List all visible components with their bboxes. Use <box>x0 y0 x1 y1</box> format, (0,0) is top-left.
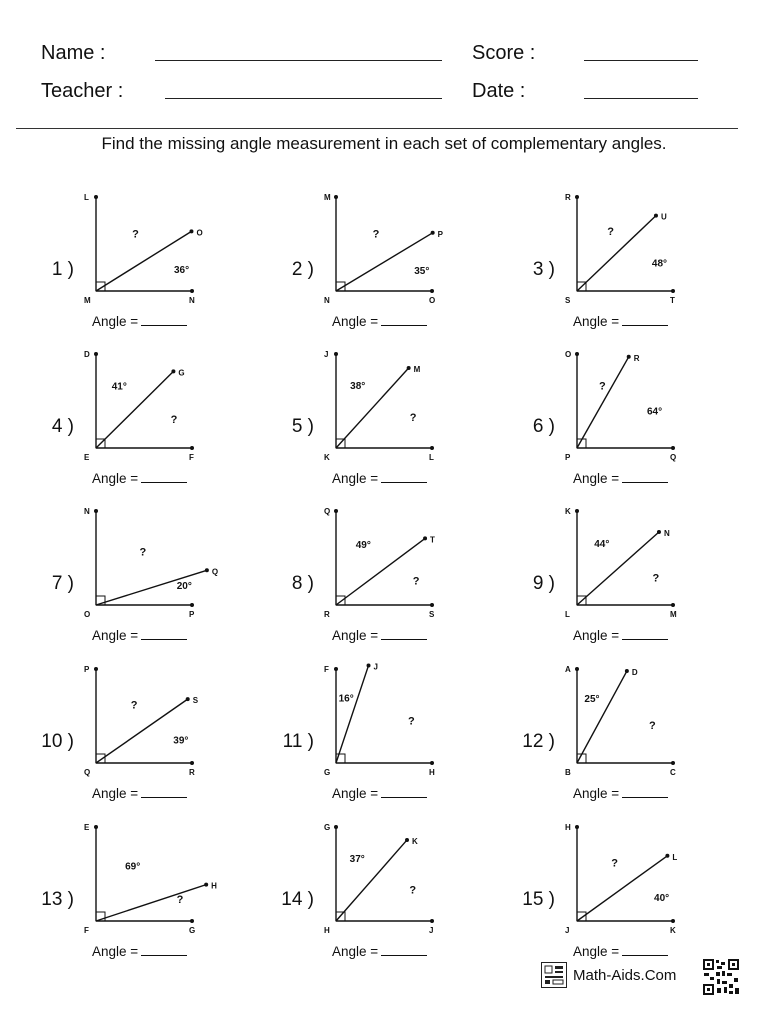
point-label: R <box>189 768 195 777</box>
point-label: Q <box>324 507 331 516</box>
point-label: P <box>565 453 571 462</box>
endpoint <box>665 854 669 858</box>
point-label: S <box>565 296 571 305</box>
point-label: G <box>324 768 331 777</box>
answer-blank[interactable] <box>622 627 668 640</box>
point-label: A <box>565 665 571 674</box>
problem-number: 14 ) <box>281 889 314 910</box>
point-label: G <box>189 926 196 935</box>
angle-ray <box>336 665 369 763</box>
date-field[interactable] <box>584 98 698 99</box>
endpoint <box>190 919 194 923</box>
endpoint <box>671 289 675 293</box>
unknown-angle: ? <box>132 228 139 241</box>
angle-figure <box>481 813 721 943</box>
angle-figure <box>0 655 240 785</box>
answer-row <box>92 943 187 959</box>
angle-ray <box>577 357 629 448</box>
problem-number: 7 ) <box>51 573 74 594</box>
point-label: O <box>565 350 572 359</box>
point-label: D <box>84 350 90 359</box>
point-label: Q <box>84 768 91 777</box>
answer-blank[interactable] <box>381 943 427 956</box>
math-aids-logo-icon <box>541 962 567 988</box>
angle-ray <box>336 233 433 291</box>
footer-brand <box>541 962 676 988</box>
answer-blank[interactable] <box>141 313 187 326</box>
answer-row <box>573 627 668 643</box>
point-label: T <box>430 535 435 545</box>
endpoint <box>431 231 435 235</box>
point-label: H <box>565 823 571 832</box>
unknown-angle: ? <box>176 894 184 906</box>
given-angle: 16° <box>338 693 354 705</box>
endpoint <box>190 446 194 450</box>
angle-ray <box>336 840 407 921</box>
endpoint <box>405 838 409 842</box>
angle-figure <box>481 655 721 785</box>
angle-ray <box>577 856 670 921</box>
given-angle: 35° <box>414 265 430 277</box>
answer-row <box>332 943 427 959</box>
endpoint <box>94 352 98 356</box>
endpoint <box>430 289 434 293</box>
point-label: E <box>84 453 90 462</box>
instructions: Find the missing angle measurement in each set of complementary angles. <box>101 134 667 153</box>
unknown-angle: ? <box>409 884 417 897</box>
problem-number: 11 ) <box>282 731 314 752</box>
name-field[interactable] <box>155 60 442 61</box>
point-label: N <box>324 296 330 305</box>
endpoint <box>94 667 98 671</box>
point-label: J <box>324 350 329 359</box>
answer-label: Angle = <box>332 314 379 329</box>
answer-label: Angle = <box>332 944 379 959</box>
angle-figure <box>240 497 480 627</box>
point-label: K <box>565 507 571 516</box>
angle-ray <box>96 885 206 921</box>
problem-number: 3 ) <box>532 259 555 280</box>
point-label: Q <box>211 567 219 577</box>
point-label: H <box>324 926 330 935</box>
point-label: N <box>663 529 670 539</box>
angle-figure <box>240 183 480 313</box>
problem-8 <box>240 497 480 647</box>
problem-14 <box>240 813 480 963</box>
problem-11 <box>240 655 480 805</box>
endpoint <box>334 352 338 356</box>
unknown-angle: ? <box>611 857 618 870</box>
answer-label: Angle = <box>92 314 139 329</box>
angle-figure <box>481 340 721 470</box>
endpoint <box>671 446 675 450</box>
answer-label: Angle = <box>573 628 620 643</box>
point-label: K <box>324 453 330 462</box>
problem-number: 8 ) <box>291 573 314 594</box>
answer-label: Angle = <box>573 471 620 486</box>
unknown-angle: ? <box>170 413 178 426</box>
problem-number: 4 ) <box>51 416 74 437</box>
angle-ray <box>577 671 627 763</box>
endpoint <box>575 667 579 671</box>
teacher-label: Teacher : <box>41 80 124 102</box>
answer-row <box>332 313 427 329</box>
answer-blank[interactable] <box>141 627 187 640</box>
point-label: F <box>84 926 89 935</box>
endpoint <box>625 669 629 673</box>
unknown-angle: ? <box>607 225 614 238</box>
endpoint <box>654 214 658 218</box>
endpoint <box>334 509 338 513</box>
given-angle: 64° <box>647 406 663 418</box>
unknown-angle: ? <box>412 575 420 588</box>
point-label: O <box>429 296 436 305</box>
angle-figure <box>0 813 240 943</box>
problem-number: 1 ) <box>51 259 74 280</box>
problem-number: 9 ) <box>532 573 555 594</box>
answer-row <box>92 785 187 801</box>
point-label: B <box>565 768 571 777</box>
angle-figure <box>240 655 480 785</box>
point-label: G <box>324 823 331 832</box>
answer-row <box>92 470 187 486</box>
given-angle: 48° <box>651 258 668 270</box>
answer-blank[interactable] <box>141 470 187 483</box>
endpoint <box>367 663 371 667</box>
given-angle: 38° <box>350 381 366 393</box>
unknown-angle: ? <box>372 228 380 241</box>
unknown-angle: ? <box>652 572 660 585</box>
point-label: F <box>189 453 194 462</box>
score-field[interactable] <box>584 60 698 61</box>
answer-blank[interactable] <box>141 785 187 798</box>
point-label: E <box>84 823 90 832</box>
angle-figure <box>0 183 240 313</box>
problem-2 <box>240 183 480 333</box>
angle-ray <box>96 231 191 291</box>
answer-row <box>332 785 427 801</box>
point-label: L <box>565 610 570 619</box>
problem-number: 2 ) <box>291 259 314 280</box>
angle-ray <box>336 368 409 448</box>
endpoint <box>94 825 98 829</box>
given-angle: 25° <box>584 694 600 706</box>
point-label: N <box>189 296 195 305</box>
answer-row <box>332 627 427 643</box>
answer-blank[interactable] <box>381 627 427 640</box>
answer-row <box>92 313 187 329</box>
endpoint <box>171 369 175 373</box>
endpoint <box>423 536 427 540</box>
answer-blank[interactable] <box>622 470 668 483</box>
unknown-angle: ? <box>408 715 415 728</box>
point-label: M <box>670 610 677 619</box>
given-angle: 37° <box>349 853 365 865</box>
given-angle: 69° <box>125 861 141 873</box>
point-label: G <box>178 368 185 378</box>
answer-blank[interactable] <box>622 785 668 798</box>
site-name: Math-Aids.Com <box>573 966 677 984</box>
endpoint <box>657 530 661 534</box>
endpoint <box>627 355 631 359</box>
unknown-angle: ? <box>649 720 656 733</box>
endpoint <box>334 195 338 199</box>
point-label: K <box>412 836 418 846</box>
point-label: M <box>324 193 331 202</box>
problem-12 <box>481 655 721 805</box>
problem-number: 12 ) <box>522 731 555 752</box>
endpoint <box>430 446 434 450</box>
qr-code-icon <box>702 958 740 996</box>
answer-label: Angle = <box>332 786 379 801</box>
given-angle: 36° <box>173 265 190 277</box>
point-label: L <box>672 852 678 862</box>
answer-label: Angle = <box>92 786 139 801</box>
point-label: R <box>633 353 640 363</box>
point-label: P <box>189 610 195 619</box>
unknown-angle: ? <box>598 380 606 393</box>
unknown-angle: ? <box>409 412 417 425</box>
endpoint <box>205 568 209 572</box>
point-label: J <box>429 926 434 935</box>
unknown-angle: ? <box>139 546 147 559</box>
endpoint <box>334 825 338 829</box>
answer-blank[interactable] <box>622 943 668 956</box>
answer-label: Angle = <box>92 628 139 643</box>
score-label: Score : <box>472 42 536 64</box>
problem-7 <box>0 497 240 647</box>
given-angle: 39° <box>173 735 189 747</box>
answer-blank[interactable] <box>381 785 427 798</box>
point-label: O <box>84 610 91 619</box>
point-label: L <box>429 453 434 462</box>
answer-blank[interactable] <box>622 313 668 326</box>
angle-ray <box>336 538 425 605</box>
problem-number: 10 ) <box>41 731 74 752</box>
angle-figure <box>0 340 240 470</box>
point-label: C <box>670 768 676 777</box>
answer-row <box>573 785 668 801</box>
point-label: S <box>192 696 199 706</box>
teacher-field[interactable] <box>165 98 442 99</box>
problem-number: 5 ) <box>291 416 314 437</box>
endpoint <box>575 509 579 513</box>
problem-number: 13 ) <box>41 889 74 910</box>
problem-number: 6 ) <box>532 416 555 437</box>
endpoint <box>575 825 579 829</box>
answer-label: Angle = <box>92 944 139 959</box>
endpoint <box>407 366 411 370</box>
angle-figure <box>240 340 480 470</box>
point-label: D <box>631 668 638 678</box>
angle-ray <box>577 216 656 291</box>
endpoint <box>671 603 675 607</box>
endpoint <box>190 603 194 607</box>
unknown-angle: ? <box>130 699 138 712</box>
problem-15 <box>481 813 721 963</box>
angle-figure <box>240 813 480 943</box>
endpoint <box>430 603 434 607</box>
endpoint <box>94 509 98 513</box>
given-angle: 40° <box>654 892 670 904</box>
point-label: N <box>84 507 90 516</box>
endpoint <box>334 667 338 671</box>
endpoint <box>575 352 579 356</box>
point-label: K <box>670 926 676 935</box>
problem-1 <box>0 183 240 333</box>
angle-figure <box>0 497 240 627</box>
point-label: R <box>565 193 571 202</box>
angle-ray <box>96 699 188 763</box>
name-label: Name : <box>41 42 106 64</box>
point-label: U <box>660 212 667 222</box>
angle-ray <box>577 532 659 605</box>
answer-blank[interactable] <box>381 313 427 326</box>
angle-ray <box>96 371 173 448</box>
given-angle: 44° <box>594 539 610 551</box>
endpoint <box>575 195 579 199</box>
endpoint <box>189 229 193 233</box>
point-label: F <box>324 665 329 674</box>
point-label: H <box>429 768 435 777</box>
answer-row <box>573 943 668 959</box>
point-label: M <box>413 365 421 375</box>
answer-label: Angle = <box>332 628 379 643</box>
problem-4 <box>0 340 240 490</box>
answer-label: Angle = <box>92 471 139 486</box>
angle-figure <box>481 183 721 313</box>
answer-blank[interactable] <box>141 943 187 956</box>
given-angle: 20° <box>176 581 192 592</box>
problem-6 <box>481 340 721 490</box>
answer-label: Angle = <box>573 314 620 329</box>
answer-row <box>92 627 187 643</box>
endpoint <box>430 761 434 765</box>
endpoint <box>671 919 675 923</box>
endpoint <box>671 761 675 765</box>
problem-10 <box>0 655 240 805</box>
problem-13 <box>0 813 240 963</box>
point-label: J <box>565 926 570 935</box>
point-label: T <box>670 296 675 305</box>
answer-label: Angle = <box>573 944 620 959</box>
answer-blank[interactable] <box>381 470 427 483</box>
endpoint <box>204 883 208 887</box>
header-divider <box>16 128 738 129</box>
endpoint <box>430 919 434 923</box>
point-label: O <box>196 228 203 238</box>
point-label: M <box>84 296 91 305</box>
endpoint <box>190 761 194 765</box>
point-label: S <box>429 610 435 619</box>
answer-label: Angle = <box>332 471 379 486</box>
endpoint <box>190 289 194 293</box>
answer-label: Angle = <box>573 786 620 801</box>
point-label: R <box>324 610 330 619</box>
point-label: Q <box>670 453 677 462</box>
answer-row <box>573 470 668 486</box>
endpoint <box>94 195 98 199</box>
point-label: H <box>211 881 217 891</box>
given-angle: 49° <box>355 540 371 552</box>
problem-number: 15 ) <box>522 889 555 910</box>
answer-row <box>573 313 668 329</box>
problem-9 <box>481 497 721 647</box>
problem-3 <box>481 183 721 333</box>
point-label: P <box>437 229 444 239</box>
angle-figure <box>481 497 721 627</box>
given-angle: 41° <box>111 381 127 393</box>
endpoint <box>186 697 190 701</box>
date-label: Date : <box>472 80 526 102</box>
point-label: P <box>84 665 90 674</box>
point-label: J <box>373 662 378 672</box>
answer-row <box>332 470 427 486</box>
problem-5 <box>240 340 480 490</box>
point-label: L <box>84 193 89 202</box>
